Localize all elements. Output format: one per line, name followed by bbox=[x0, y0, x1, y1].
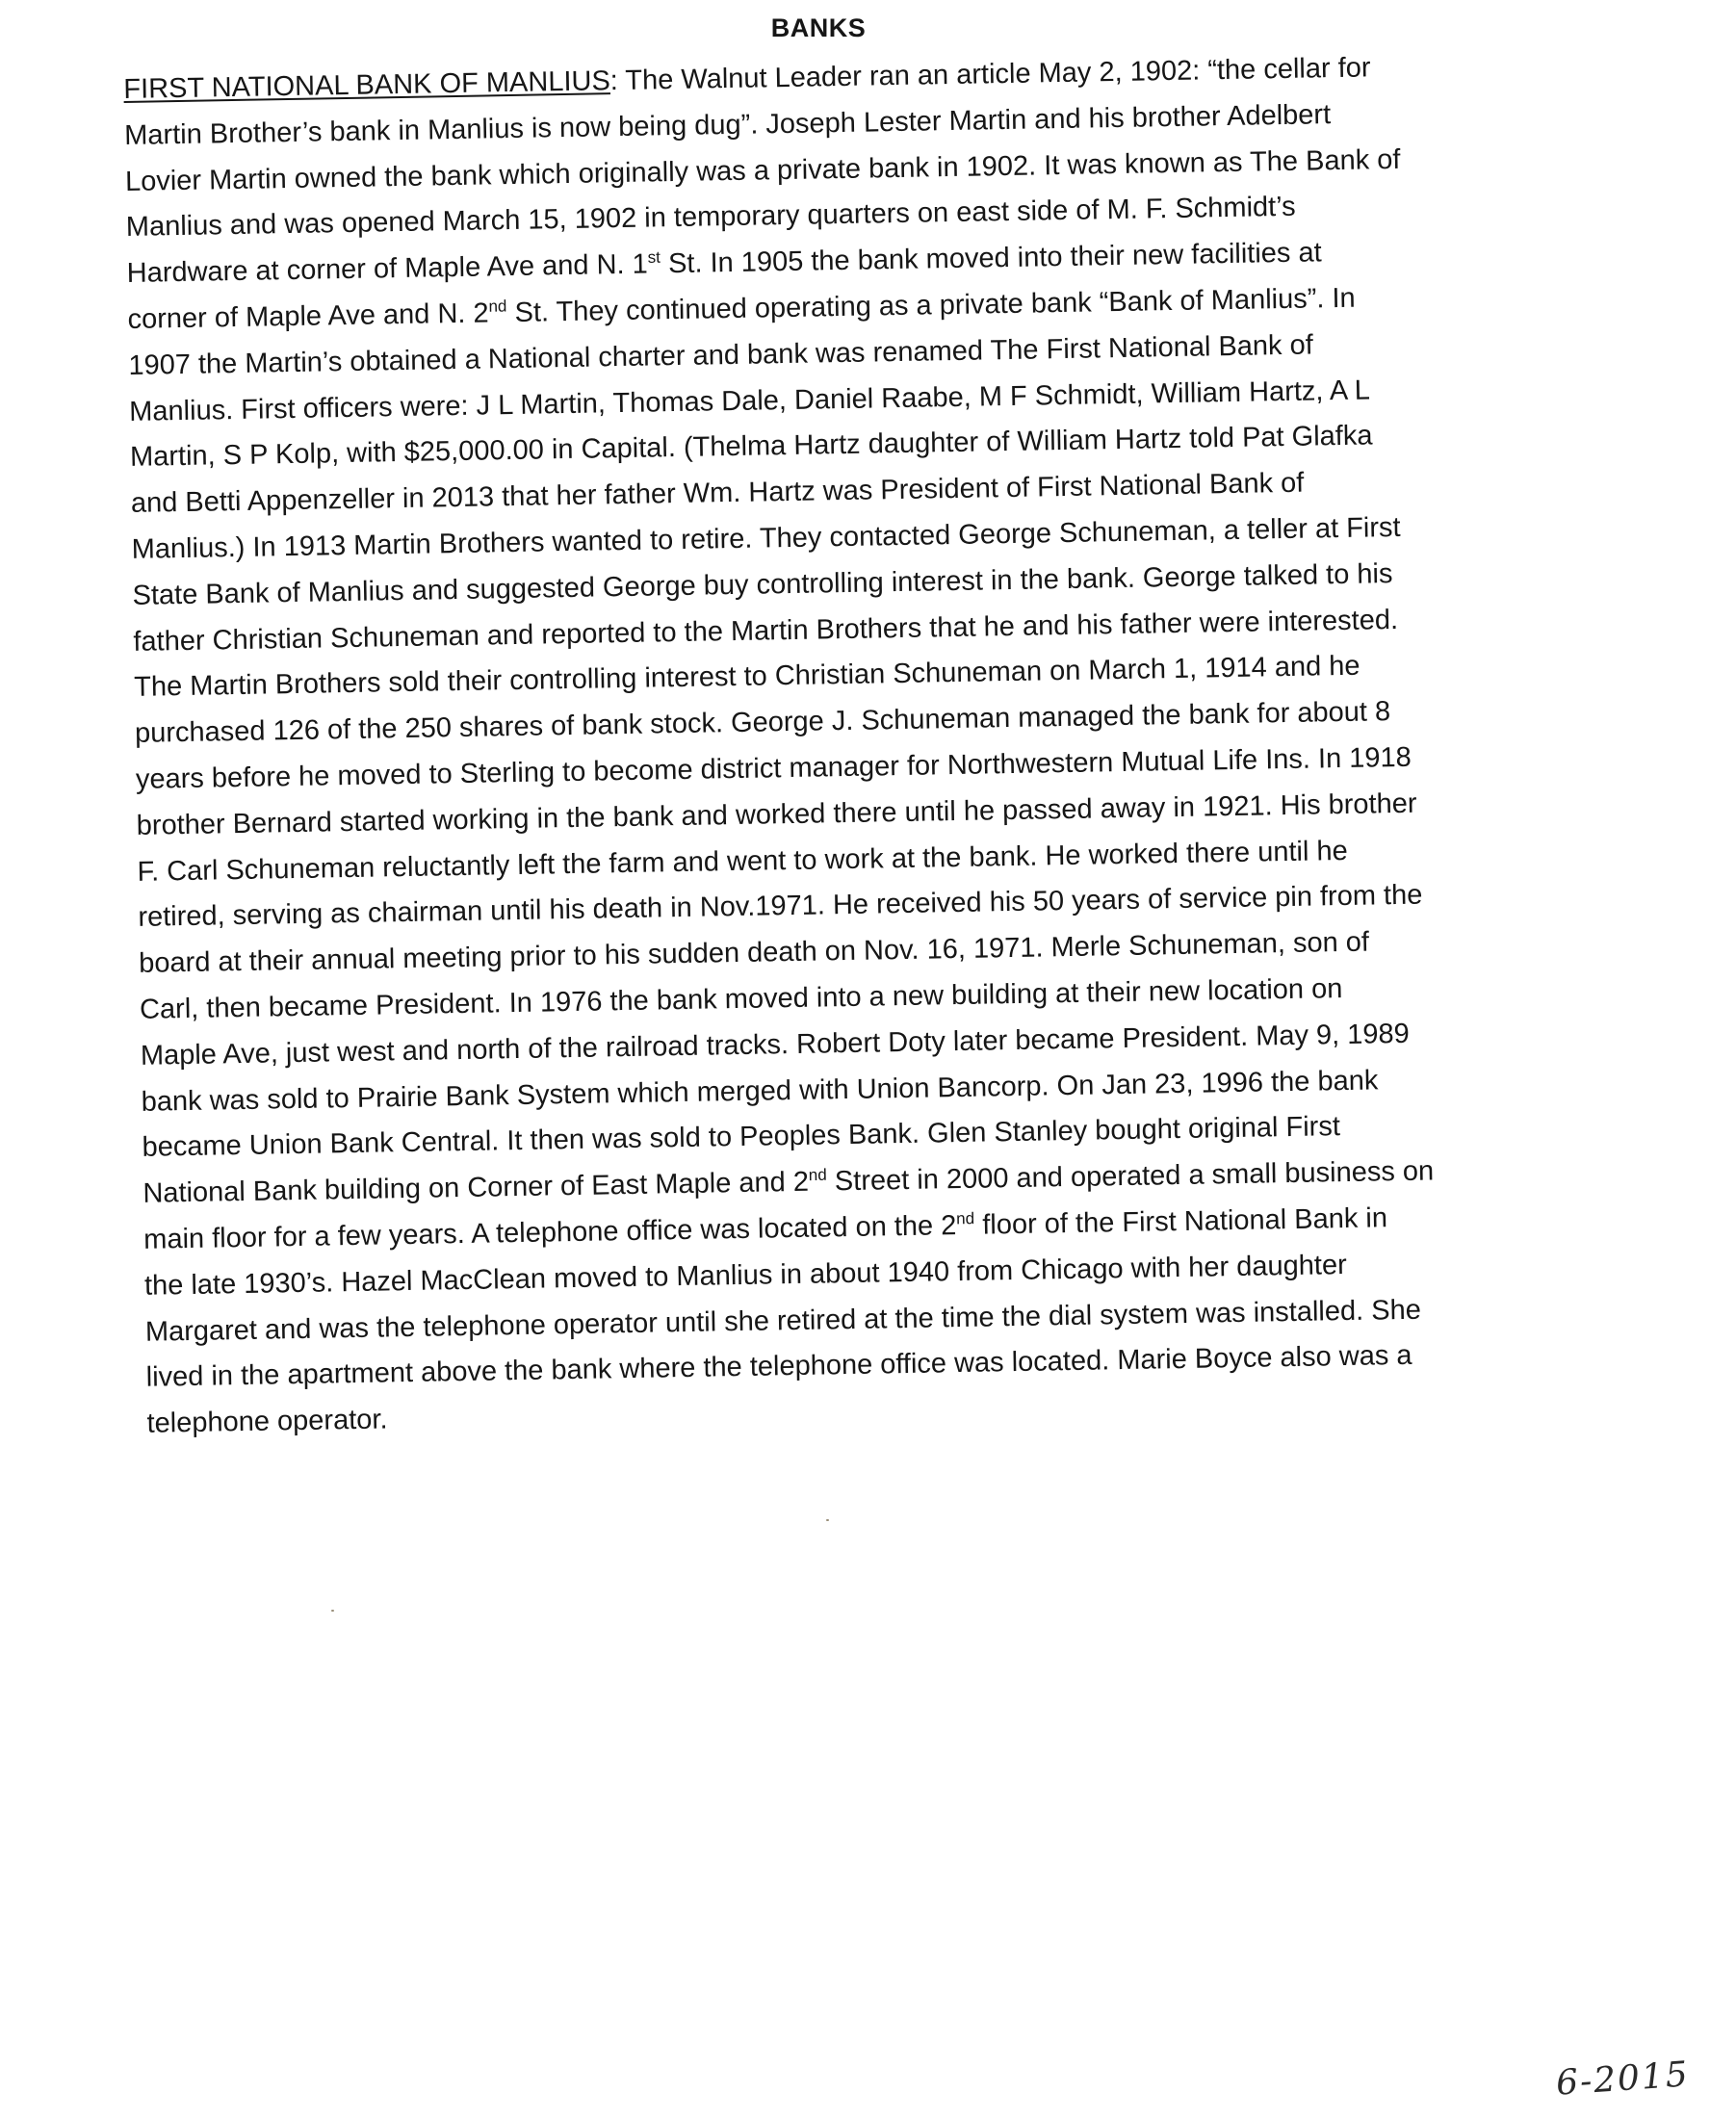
line-text: main floor for a few years. A telephone office was located on the 2 bbox=[143, 1210, 957, 1255]
line-text: National Bank building on Corner of East Maple and 2 bbox=[143, 1166, 810, 1209]
superscript: nd bbox=[488, 297, 507, 316]
line-text: and Betti Appenzeller in 2013 that her father Wm. Hartz was President of First National Bank of bbox=[130, 467, 1305, 520]
paper-speck bbox=[826, 1519, 829, 1521]
line-text: Martin Brother’s bank in Manlius is now being dug”. Joseph Lester Martin and his brother Adelbert bbox=[123, 98, 1332, 151]
line-text: The Martin Brothers sold their controlling interest to Christian Schuneman on March 1, 1914 and he bbox=[133, 651, 1360, 704]
line-text: Manlius. First officers were: J L Martin, Thomas Dale, Daniel Raabe, M F Schmidt, William Hartz, A L bbox=[128, 375, 1371, 427]
line-text: purchased 126 of the 250 shares of bank stock. George J. Schuneman managed the bank for about 8 bbox=[134, 696, 1391, 750]
line-text: St. In 1905 the bank moved into their new facilities at bbox=[660, 237, 1322, 280]
article-body bbox=[123, 43, 1543, 1448]
line-text: years before he moved to Sterling to become district manager for Northwestern Mutual Life Ins. In 1918 bbox=[135, 741, 1412, 795]
line-text: : The Walnut Leader ran an article May 2, 1902: “the cellar for bbox=[609, 52, 1371, 97]
line-text: Maple Ave, just west and north of the railroad tracks. Robert Doty later became President. May 9, 1989 bbox=[140, 1018, 1411, 1072]
line-text: Margaret and was the telephone operator until she retired at the time the dial system was installed. She bbox=[144, 1294, 1422, 1348]
superscript: nd bbox=[956, 1209, 975, 1228]
paper-speck bbox=[331, 1610, 334, 1612]
line-text: Carl, then became President. In 1976 the bank moved into a new building at their new location on bbox=[139, 972, 1343, 1025]
line-text: Manlius and was opened March 15, 1902 in temporary quarters on east side of M. F. Schmidt’s bbox=[125, 192, 1296, 244]
line-text: bank was sold to Prairie Bank System which merged with Union Bancorp. On Jan 23, 1996 the bank bbox=[141, 1064, 1379, 1118]
line-text: brother Bernard started working in the bank and worked there until he passed away in 1921. His brother bbox=[136, 788, 1417, 841]
page-title: BANKS bbox=[770, 13, 867, 42]
line-text: the late 1930’s. Hazel MacClean moved to Manlius in about 1940 from Chicago with her daughter bbox=[143, 1249, 1347, 1302]
line-text: Martin, S P Kolp, with $25,000.00 in Capital. (Thelma Hartz daughter of William Hartz told Pat Glafka bbox=[129, 420, 1373, 474]
section-heading: FIRST NATIONAL BANK OF MANLIUS bbox=[123, 65, 611, 105]
handwritten-date-annotation: 6-2015 bbox=[1555, 2054, 1692, 2104]
line-text: became Union Bank Central. It then was sold to Peoples Bank. Glen Stanley bought original First bbox=[142, 1111, 1341, 1164]
line-text: State Bank of Manlius and suggested George buy controlling interest in the bank. George talked to his bbox=[132, 557, 1393, 611]
line-text: telephone operator. bbox=[146, 1404, 388, 1439]
line-text: father Christian Schuneman and reported to the Martin Brothers that he and his father were interested. bbox=[133, 604, 1399, 658]
line-text: Lovier Martin owned the bank which originally was a private bank in 1902. It was known as The Bank of bbox=[124, 143, 1401, 197]
superscript: nd bbox=[808, 1165, 827, 1185]
superscript: st bbox=[647, 247, 661, 268]
line-text: Hardware at corner of Maple Ave and N. 1 bbox=[126, 248, 649, 290]
line-text: lived in the apartment above the bank where the telephone office was located. Marie Boyce also was a bbox=[145, 1340, 1412, 1394]
line-text: 1907 the Martin’s obtained a National charter and bank was renamed The First National Bank of bbox=[128, 329, 1314, 381]
line-text: retired, serving as chairman until his death in Nov.1971. He received his 50 years of service pin from the bbox=[138, 879, 1423, 934]
line-text: floor of the First National Bank in bbox=[973, 1202, 1388, 1241]
line-text: F. Carl Schuneman reluctantly left the farm and went to work at the bank. He worked there until he bbox=[137, 835, 1348, 888]
line-text: board at their annual meeting prior to his sudden death on Nov. 16, 1971. Merle Schuneman, son of bbox=[138, 926, 1370, 979]
line-text: Manlius.) In 1913 Martin Brothers wanted to retire. They contacted George Schuneman, a teller at First bbox=[131, 511, 1401, 565]
line-text: corner of Maple Ave and N. 2 bbox=[127, 297, 489, 335]
line-text: St. They continued operating as a private bank “Bank of Manlius”. In bbox=[506, 282, 1356, 329]
line-text: Street in 2000 and operated a small business on bbox=[826, 1155, 1435, 1198]
